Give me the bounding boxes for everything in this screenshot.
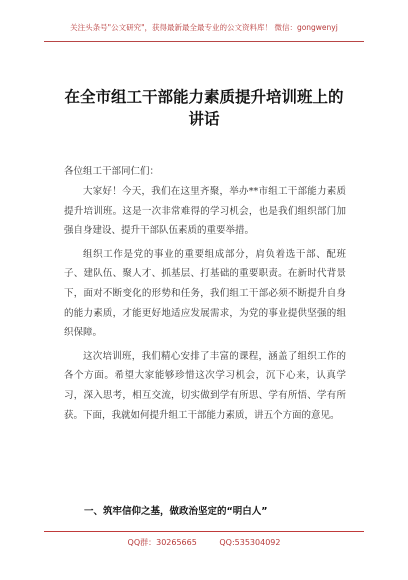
paragraph-1: 大家好！今天，我们在这里齐聚，举办**市组工干部能力素质提升培训班。这是一次非常难得的学习机会，也是我们组织部门加强自身建设、提升干部队伍素质的重要举措。	[64, 186, 346, 237]
header-divider	[44, 41, 364, 42]
footer-qq-number: QQ:535304092	[219, 538, 281, 547]
footer-qq-group: QQ群：30265665	[127, 538, 197, 547]
section-heading-1: 一、筑牢信仰之基，做政治坚定的“明白人”	[84, 506, 268, 517]
title-line-1: 在全市组工干部能力素质提升培训班上的	[64, 88, 344, 106]
salutation: 各位组工干部同仁们：	[64, 166, 160, 177]
document-title	[48, 86, 360, 130]
footer-contact	[0, 537, 408, 548]
paragraph-3: 这次培训班，我们精心安排了丰富的课程，涵盖了组织工作的各个方面。希望大家能够珍惜这次学习机会，沉下心来，认真学习，深入思考，相互交流，切实做到学有所思、学有所悟、学有所获。下面，我就如何提升组工干部能力素质，讲五个方面的意见。	[64, 350, 346, 421]
header-promo-note: 关注头条号"公文研究"，获得最新最全最专业的公文资料库！ 微信：gongwenyj	[70, 23, 338, 32]
document-body	[64, 182, 346, 429]
paragraph-2: 组织工作是党的事业的重要组成部分，肩负着选干部、配班子、建队伍、聚人才、抓基层、打基础的重要职责。在新时代背景下，面对不断变化的形势和任务，我们组工干部必须不断提升自身的能力素质，才能更好地适应发展需求，为党的事业提供坚强的组织保障。	[64, 248, 346, 339]
title-line-2: 讲话	[188, 110, 220, 128]
footer-divider	[44, 531, 364, 532]
